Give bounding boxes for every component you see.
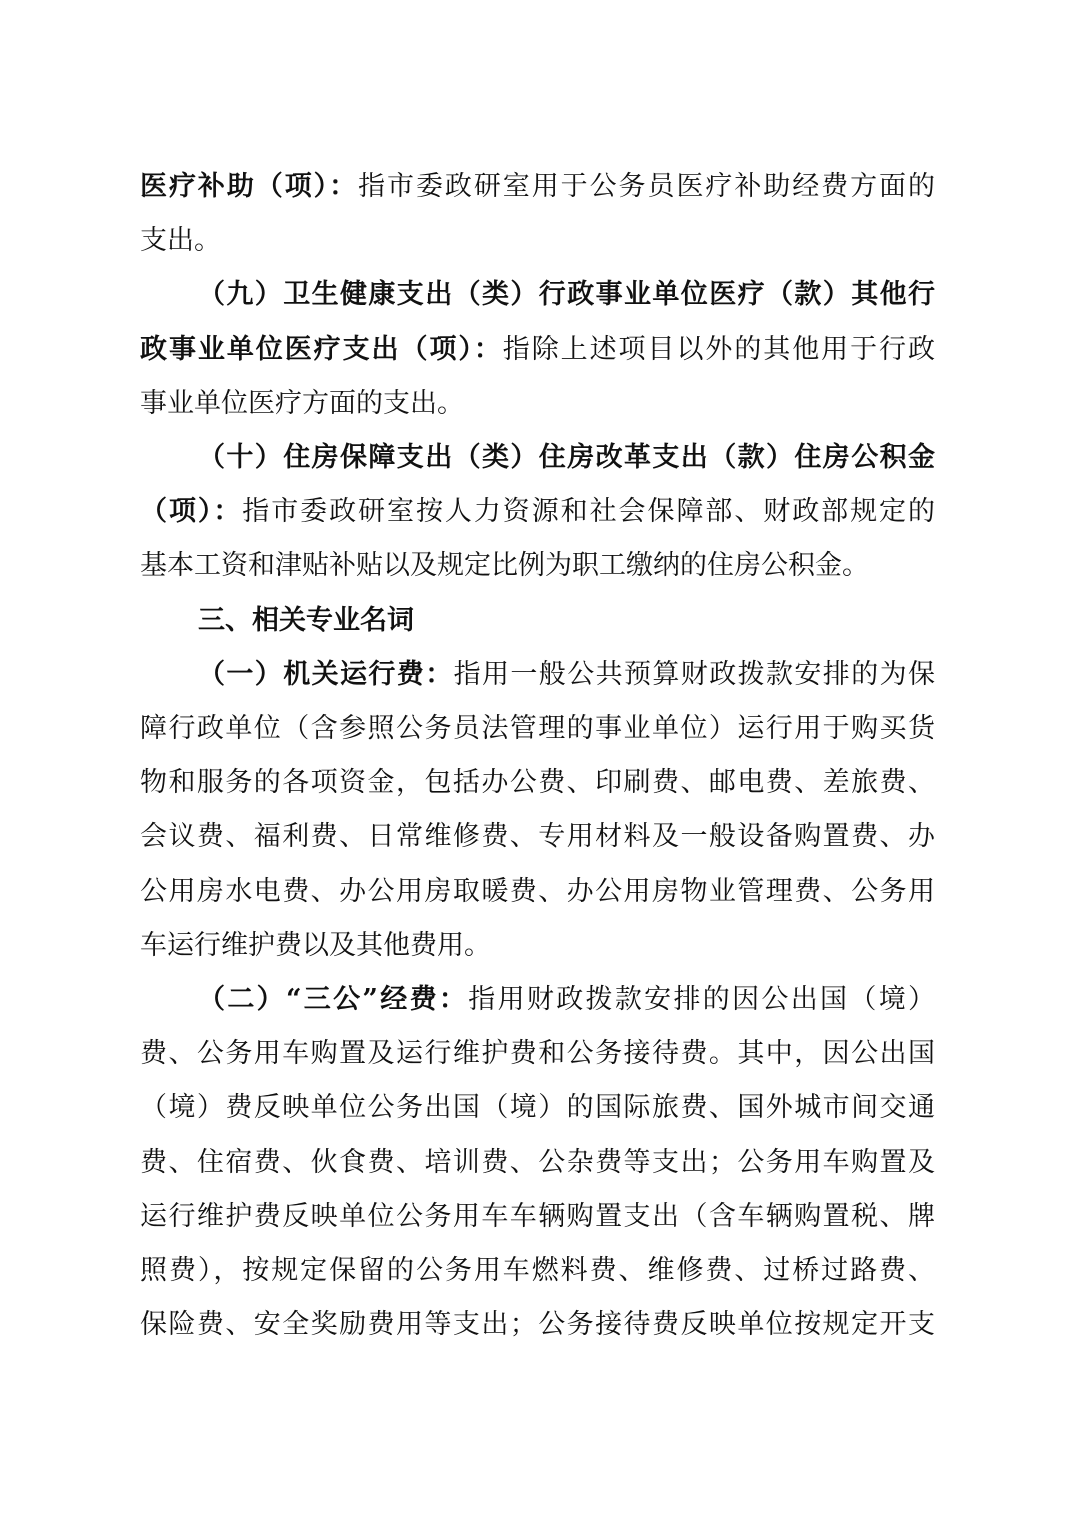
bold-term: 政事业单位医疗支出（项）： (140, 333, 503, 365)
body-text: 基本工资和津贴补贴以及规定比例为职工缴纳的住房公积金。 (140, 550, 869, 582)
text-line (140, 872, 935, 912)
text-line (140, 330, 935, 370)
body-text: 事业单位医疗方面的支出。 (140, 387, 464, 419)
body-text: 指市委政研室用于公务员医疗补助经费方面的 (358, 171, 936, 202)
text-line (140, 1197, 935, 1237)
bold-term: 医疗补助（项）： (140, 171, 359, 202)
body-text: 物和服务的各项资金，包括办公费、印刷费、邮电费、差旅费、 (140, 767, 935, 799)
section-heading (198, 601, 935, 641)
text-line (140, 1088, 935, 1128)
text-line (140, 492, 935, 532)
bold-term: （九）卫生健康支出（类）行政事业单位医疗（款）其他行 (198, 279, 935, 311)
body-text: 障行政单位（含参照公务员法管理的事业单位）运行用于购买货 (140, 713, 935, 744)
text-line (140, 1143, 935, 1183)
bold-term: （十）住房保障支出（类）住房改革支出（款）住房公积金 (198, 442, 935, 473)
text-line (140, 167, 935, 207)
text-line (140, 1305, 935, 1345)
text-line (198, 655, 935, 695)
body-text: 指用一般公共预算财政拨款安排的为保 (453, 658, 936, 690)
text-line (198, 980, 935, 1020)
body-text: 公用房水电费、办公用房取暖费、办公用房物业管理费、公务用 (140, 875, 935, 907)
body-text: 车运行维护费以及其他费用。 (140, 929, 491, 961)
body-text: （境）费反映单位公务出国（境）的国际旅费、国外城市间交通 (140, 1092, 935, 1124)
body-text: 运行维护费反映单位公务用车车辆购置支出（含车辆购置税、牌 (140, 1200, 935, 1232)
bold-term: （项）： (140, 496, 243, 528)
body-text: 会议费、福利费、日常维修费、专用材料及一般设备购置费、办 (140, 821, 935, 853)
body-text: 费、公务用车购置及运行维护费和公务接待费。其中，因公出国 (140, 1038, 935, 1070)
body-text: 指除上述项目以外的其他用于行政 (502, 333, 936, 365)
text-line (198, 438, 935, 478)
text-line (140, 763, 935, 803)
body-text: 指市委政研室按人力资源和社会保障部、财政部规定的 (242, 496, 936, 528)
body-text: 指用财政拨款安排的因公出国（境） (468, 984, 936, 1015)
text-line (140, 709, 935, 749)
body-text: 费、住宿费、伙食费、培训费、公杂费等支出；公务用车购置及 (140, 1146, 935, 1178)
bold-term: （一）机关运行费： (198, 658, 454, 690)
text-line (140, 384, 935, 424)
bold-term: 三、相关专业名词 (198, 604, 414, 636)
text-line (140, 546, 935, 586)
text-line (140, 926, 935, 966)
text-line (140, 221, 935, 261)
body-text: 支出。 (140, 225, 221, 257)
text-line (198, 275, 935, 315)
body-text: 照费），按规定保留的公务用车燃料费、维修费、过桥过路费、 (140, 1255, 935, 1286)
bold-term: （二）“三公”经费： (198, 984, 469, 1015)
text-line (140, 1251, 935, 1291)
text-line (140, 1034, 935, 1074)
text-line (140, 817, 935, 857)
body-text: 保险费、安全奖励费用等支出；公务接待费反映单位按规定开支 (140, 1309, 935, 1341)
